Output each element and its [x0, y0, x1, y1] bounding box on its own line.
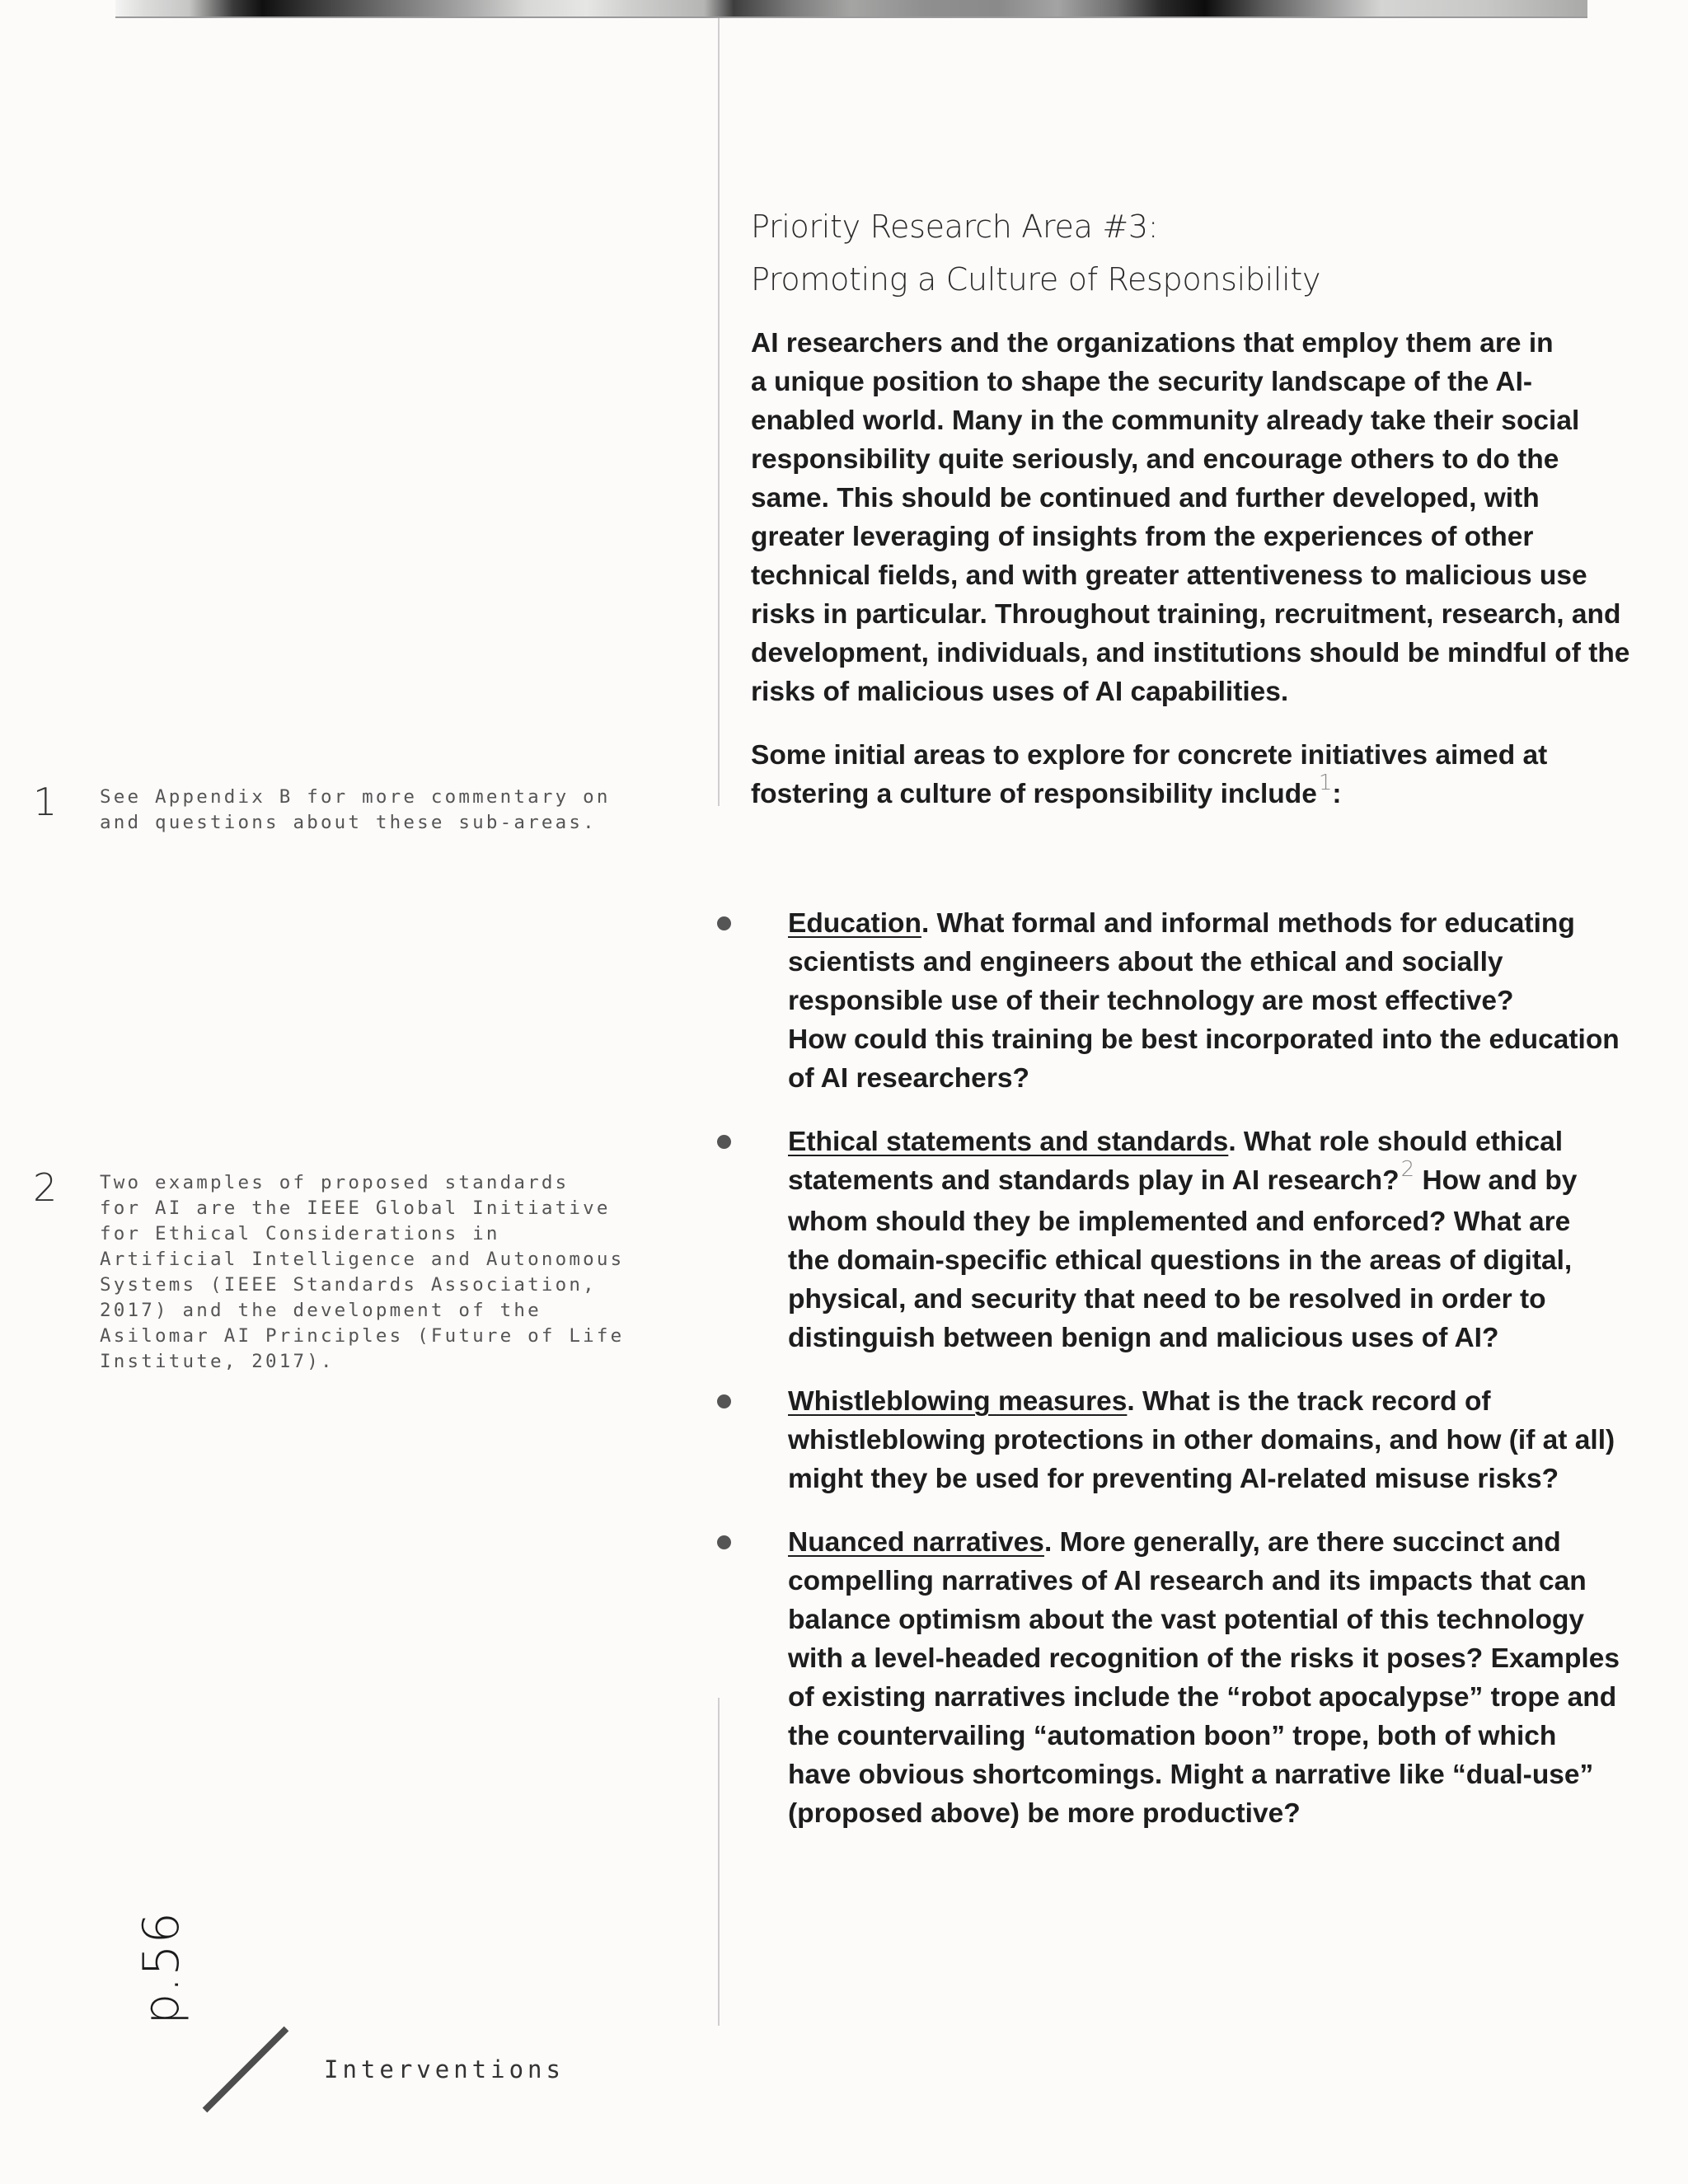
- item-heading: Ethical statements and standards: [788, 1127, 1229, 1157]
- item-heading: Whistleblowing measures: [788, 1386, 1128, 1417]
- item-text: How and by: [1414, 1165, 1578, 1196]
- section-title: [751, 200, 1575, 306]
- item-text: of existing narratives include the “robot apocalypse” trope and: [788, 1682, 1617, 1713]
- title-line: Priority Research Area #3:: [751, 209, 1159, 245]
- slash-divider-icon: [203, 2027, 289, 2113]
- item-text: (proposed above) be more productive?: [788, 1798, 1301, 1829]
- lead-in-paragraph: [751, 736, 1583, 816]
- item-text: physical, and security that need to be resolved in order to: [788, 1284, 1546, 1315]
- bullet-icon: [717, 1135, 731, 1149]
- paragraph-line: same. This should be continued and further developed, with: [751, 483, 1540, 513]
- paragraph-line: [751, 771, 1583, 816]
- item-text: statements and standards play in AI research?: [788, 1165, 1400, 1196]
- footnote-text: Asilomar AI Principles (Future of Life: [100, 1325, 625, 1347]
- item-text: whistleblowing protections in other domains, and how (if at all): [788, 1425, 1615, 1455]
- footnote-text: 2017) and the development of the: [100, 1300, 542, 1321]
- initiatives-list: [717, 904, 1620, 1858]
- footnote-text: for AI are the IEEE Global Initiative: [100, 1197, 611, 1219]
- paragraph-text: :: [1332, 779, 1342, 809]
- section-label: Interventions: [324, 2055, 565, 2083]
- bullet-icon: [717, 1535, 731, 1549]
- title-line: Promoting a Culture of Responsibility: [751, 261, 1321, 298]
- item-text: of AI researchers?: [788, 1063, 1029, 1094]
- item-text: with a level-headed recognition of the risks it poses? Examples: [788, 1643, 1620, 1674]
- paragraph-line: responsibility quite seriously, and encourage others to do the: [751, 444, 1559, 475]
- footnote-number: 1: [33, 780, 58, 824]
- page-number: p.56: [133, 1911, 190, 2025]
- item-text: . What formal and informal methods for educating: [921, 908, 1575, 939]
- bullet-icon: [717, 1394, 731, 1408]
- paragraph-line: Some initial areas to explore for concrete initiatives aimed at: [751, 740, 1548, 771]
- list-item-whistleblowing: [717, 1382, 1615, 1498]
- item-text: scientists and engineers about the ethical and socially: [788, 947, 1503, 977]
- footnote-text: Institute, 2017).: [100, 1351, 335, 1372]
- item-text: . What role should ethical: [1228, 1127, 1564, 1157]
- item-text: whom should they be implemented and enforced? What are: [788, 1207, 1571, 1237]
- footnote-text: Artificial Intelligence and Autonomous: [100, 1249, 625, 1270]
- paragraph-text: fostering a culture of responsibility include: [751, 779, 1317, 809]
- paragraph-line: greater leveraging of insights from the experiences of other: [751, 522, 1534, 552]
- item-text: the countervailing “automation boon” trope, both of which: [788, 1721, 1557, 1751]
- footnote-text: See Appendix B for more commentary on: [100, 786, 611, 808]
- paragraph-line: risks in particular. Throughout training, recruitment, research, and: [751, 599, 1621, 630]
- item-text: How could this training be best incorporated into the education: [788, 1024, 1620, 1055]
- header-gradient-bar: [115, 0, 1587, 18]
- paragraph-line: a unique position to shape the security landscape of the AI-: [751, 367, 1533, 397]
- bullet-icon: [717, 916, 731, 930]
- footnote-text: for Ethical Considerations in: [100, 1223, 500, 1244]
- item-text: responsible use of their technology are most effective?: [788, 986, 1514, 1016]
- item-text: might they be used for preventing AI-related misuse risks?: [788, 1464, 1559, 1494]
- footnote-number: 2: [33, 1165, 58, 1210]
- list-item-ethical-standards: [717, 1122, 1591, 1357]
- item-text: . What is the track record of: [1127, 1386, 1491, 1417]
- item-text: . More generally, are there succinct and: [1043, 1527, 1561, 1558]
- list-item-nuanced-narratives: [717, 1523, 1620, 1833]
- paragraph-line: enabled world. Many in the community already take their social: [751, 405, 1580, 436]
- item-text: balance optimism about the vast potential of this technology: [788, 1605, 1585, 1635]
- footnote-text: Systems (IEEE Standards Association,: [100, 1274, 597, 1296]
- intro-paragraph: [751, 324, 1630, 711]
- list-item-education: [717, 904, 1620, 1098]
- item-text: distinguish between benign and malicious uses of AI?: [788, 1323, 1499, 1353]
- item-heading: Nuanced narratives: [788, 1527, 1044, 1558]
- paragraph-line: risks of malicious uses of AI capabilities.: [751, 677, 1289, 707]
- column-divider: [718, 18, 720, 806]
- footnote-text: Two examples of proposed standards: [100, 1172, 570, 1193]
- paragraph-line: technical fields, and with greater attentiveness to malicious use: [751, 560, 1587, 591]
- paragraph-line: AI researchers and the organizations that employ them are in: [751, 328, 1554, 359]
- item-text: have obvious shortcomings. Might a narrative like “dual-use”: [788, 1760, 1594, 1790]
- footnote-ref-1[interactable]: 1: [1318, 771, 1333, 795]
- item-heading: Education: [788, 908, 921, 939]
- paragraph-line: development, individuals, and institutions should be mindful of the: [751, 638, 1630, 668]
- item-text: compelling narratives of AI research and its impacts that can: [788, 1566, 1587, 1596]
- footnote-ref-2[interactable]: 2: [1400, 1157, 1415, 1182]
- footnote-text: and questions about these sub-areas.: [100, 812, 597, 833]
- item-text: the domain-specific ethical questions in the areas of digital,: [788, 1245, 1573, 1276]
